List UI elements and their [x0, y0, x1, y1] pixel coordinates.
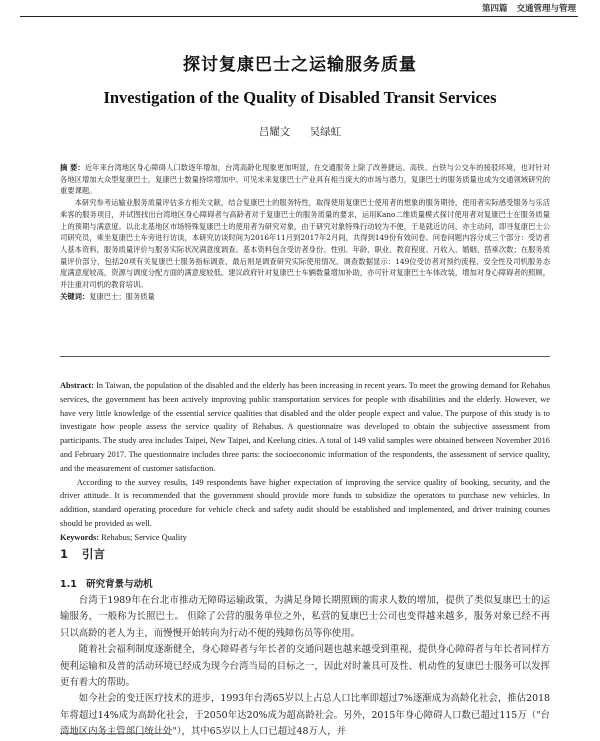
- body-p2: 随着社会福利制度逐渐健全，身心障碍者与年长者的交通问题也越来越受到重视，提供身心障碍者与年长者同样方便利运输和及普的活动环境已经成为现今台湾当局的目标之一，因此对时兼具可及性、机动性的复康巴士服务可以发挥更有着大的帮助。: [60, 644, 550, 689]
- authors: 吕耀文 吴绿虹: [258, 126, 342, 138]
- abstract-divider: [60, 356, 550, 357]
- abstract-en-p2: According to the survey results, 149 respondents have higher expectation of improving the service quality of booking, security, and the driver attitude. It is recommended that the government should provide more funds to subsidize the operators to purchase new vehicles. In addition, standard operating procedure for vehicle check and safety audit should be established and implemented, and driver training courses should be provided as well.: [60, 477, 550, 528]
- body-p1: 台湾于1989年在台北市推动无障碍运输政策，为满足身障长期照顾的需求人数的增加，提供了类似复康巴士的运输服务，一般称为长照巴士。 但除了公营的服务单位之外，私营的复康巴士公司也变得越来越多，服务对象已经不再只以高龄的老人为主，而慢慢开始转向为行动不便的残障伤员等你使用。: [60, 595, 550, 639]
- header-rule: [20, 16, 578, 17]
- abstract-zh: [60, 162, 550, 302]
- abstract-zh-p2: 本研究参考运输业服务质量评估多方相关文献，结合复康巴士的服务特性，取得使用复康巴士使用者的想象的服务期待，使用者实际感受服务与乐活乘客的服务项目，并试图找出台湾地区身心障碍者与高龄者对于复康巴士的服务质量的要求，运用Kano二维质量模式探讨使用者对复康巴士在服务质量上的预期与满意度。以北北基地区市场特殊复康巴士的使用者为研究对象，由于研究对象特殊行动较为不便，于是就近访问，亦主动问，即寻复康巴士公司研究员，乘坐复康巴士车旁进行访谈，本研究访谈时间为2016年11月到2017年2月间，共得到149份有效问卷。问卷问题内容分成三个部分：受访者人基本资料，服务质量评价与服务实际状况满意度调查。基本资料包含受访者身份、性别、年龄、职业、教育程度、月收入、婚姻、搭乘次数；在服务质量评价部分，包括20项有关复康巴士服务指标调查，最后则是调查研究实际使用情况。调查数据显示：149位受访者对预约流程、安全性及司机服务态度满意度较高，资源与调度分配方面的满意度较低。建议政府针对复康巴士车辆数量增加补助，亦可针对复康巴士车体改装，增加对身心障碍者的照顾，并注重对司机的教育培训。: [60, 198, 550, 290]
- subsection-heading: 1.1 研究背景与动机: [60, 579, 153, 590]
- abstract-zh-label: 摘 要：: [60, 163, 85, 172]
- keywords-zh-label: 关键词：: [60, 291, 90, 301]
- keywords-zh-text: 复康巴士；服务质量: [89, 291, 155, 301]
- body-p3: 如今社会的变迁医疗技术的进步，1993年台湾65岁以上占总人口比率即超过7%逐渐成为高龄化社会，推估2018年将超过14%成为高龄化社会，于2050年达20%成为超高龄社会。另外，2015年身心障碍人口数已超过115万（"台湾地区内务主管部门统计处"），其中65岁以上人口已超过48万人，并: [60, 693, 550, 738]
- keywords-en-label: Keywords:: [60, 532, 100, 542]
- keywords-zh: [60, 291, 550, 303]
- abstract-en: [60, 379, 550, 545]
- footnote-rule: [60, 733, 170, 734]
- abstract-en-p1-text: In Taiwan, the population of the disabled and the elderly has been increasing in recent years. To meet the growing demand for Rehabus services, the government has been actively improving public transportation services for people with disabilities and the elderly. However, we have very little knowledge of the essential service qualities that disabled and the older people expect and value. The purpose of this study is to investigate how people assess the service quality of Rehabus. A questionnaire was developed to obtain the subjective assessment from participants. The study area includes Taipei, New Taipei, and Keelung cities. A total of 149 valid samples were obtained between November 2016 and February 2017. The questionnaire includes three parts: the socioeconomic information of the respondents, the assessment of service quality, and the measurement of customer satisfaction.: [60, 381, 550, 473]
- abstract-en-label: Abstract:: [60, 381, 94, 390]
- keywords-en: [60, 531, 550, 545]
- abstract-en-p1: [60, 379, 550, 476]
- paper-title-zh: 探讨复康巴士之运输服务质量: [183, 55, 417, 75]
- keywords-en-text: Rehabus; Service Quality: [101, 532, 187, 542]
- section-heading-intro: 1 引言: [60, 547, 106, 561]
- running-header: [0, 2, 576, 16]
- paper-title-en: Investigation of the Quality of Disabled Transit Services: [103, 88, 497, 107]
- body-text: [60, 593, 550, 741]
- abstract-zh-p1: [60, 162, 550, 197]
- header-section: 第四篇: [482, 4, 508, 14]
- abstract-zh-p1-text: 近年来台湾地区身心障碍人口数逐年增加，台湾高龄化现象更加明显，在交通服务上除了改善捷运、高铁、台铁与公交车的接驳环境，也对针对各地区增加大众型复康巴士，复康巴士数量持续增加中。可见未来复康巴士产业具有相当庞大的市场与潜力，复康巴士的服务质量也成为交通领域研究的重要课题。: [60, 163, 550, 196]
- header-title: 交通管理与管理: [516, 4, 576, 14]
